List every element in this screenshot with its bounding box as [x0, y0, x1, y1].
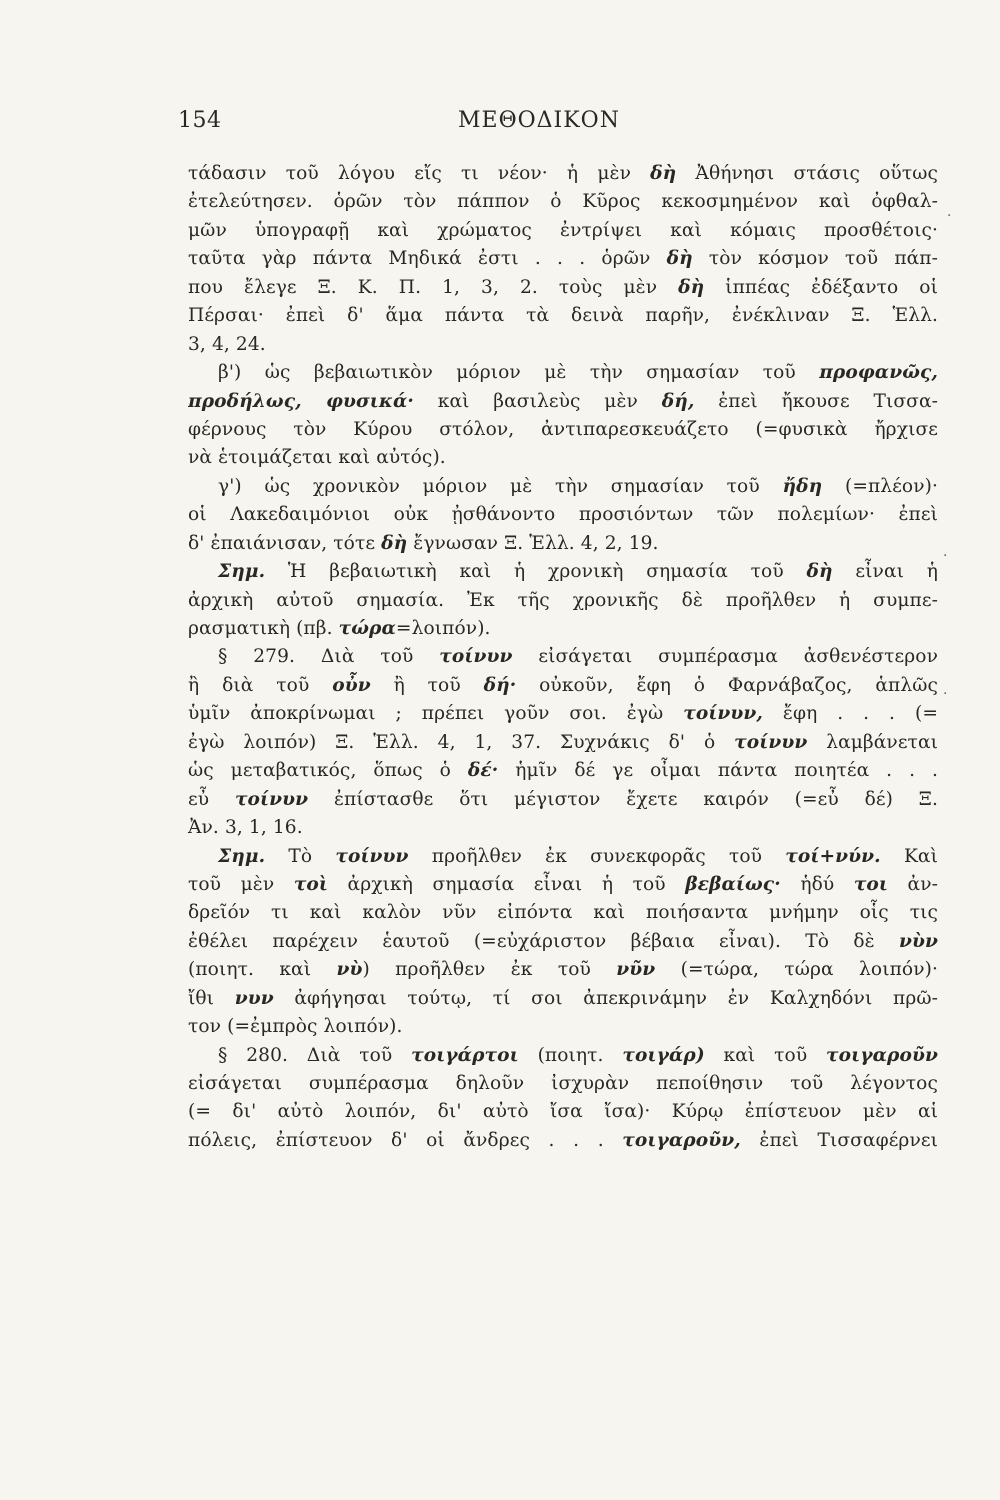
text-line	[188, 388, 938, 416]
text-segment: ἐγὼ λοιπόν) Ξ. Ἑλλ. 4, 1, 37. Συχνάκις δ' ὁ	[188, 731, 735, 753]
emphasized-word: δὴ	[666, 248, 693, 270]
text-segment: ἐπεὶ Τισσαφέρνει	[740, 1129, 938, 1151]
text-segment: τὸν κόσμον τοῦ πάπ-	[692, 248, 938, 270]
text-segment: καὶ τοῦ	[704, 1044, 827, 1066]
text-line	[188, 871, 938, 899]
text-segment: φέρνους τὸν Κύρου στόλον, ἀντιπαρεσκευάζετο (=φυσικὰ ἤρχισε	[188, 418, 938, 440]
text-segment: εὖ	[188, 788, 235, 810]
text-segment: ἴθι	[188, 987, 235, 1009]
text-line	[188, 1127, 938, 1155]
emphasized-word: νὺ	[336, 959, 363, 981]
emphasized-word: δὴ	[806, 561, 833, 583]
text-line	[188, 359, 938, 387]
emphasized-word: δὴ	[381, 532, 408, 554]
text-line	[188, 1042, 938, 1070]
text-segment: δρεῖόν τι καὶ καλὸν νῦν εἰπόντα καὶ ποιήσαντα μνήμην οἷς τις	[188, 902, 938, 924]
text-segment: =λοιπόν).	[395, 618, 491, 639]
text-segment: (ποιητ. καὶ	[188, 959, 337, 981]
text-segment: ἔγνωσαν Ξ. Ἑλλ. 4, 2, 19.	[407, 532, 659, 554]
text-segment: Καὶ	[880, 845, 938, 867]
text-segment: καὶ βασιλεὺς μὲν	[413, 390, 662, 412]
emphasized-word: τοιγαροῦν,	[622, 1129, 741, 1151]
text-line	[188, 302, 938, 330]
text-segment: ἡδύ	[780, 873, 854, 895]
text-segment: τον (=ἐμπρὸς λοιπόν).	[188, 1016, 403, 1038]
emphasized-word: τοίνυν	[234, 788, 309, 810]
text-line	[188, 643, 938, 671]
emphasized-word: προδήλως, φυσικά·	[188, 390, 414, 412]
body-text	[188, 160, 938, 1155]
text-segment: ἢ διὰ τοῦ	[188, 674, 333, 696]
text-line	[188, 160, 938, 188]
text-segment: που ἔλεγε Ξ. Κ. Π. 1, 3, 2. τοὺς μὲν	[188, 276, 679, 298]
text-segment: ρασματικὴ (πβ.	[188, 618, 339, 639]
text-line	[188, 473, 938, 501]
text-segment: (=τώρα, τώρα λοιπόν)·	[655, 959, 938, 981]
text-segment: μῶν ὑπογραφῇ καὶ χρώματος ἐντρίψει καὶ κόμαις προσθέτοις·	[188, 219, 938, 241]
text-segment: § 280. Διὰ τοῦ	[218, 1044, 412, 1066]
text-segment: εἰσάγεται συμπέρασμα δηλοῦν ἰσχυρὰν πεποίθησιν τοῦ λέγοντος	[188, 1073, 938, 1094]
emphasized-word: νυν	[234, 987, 274, 1009]
text-line	[188, 444, 938, 472]
text-segment: οὐκοῦν, ἔφη ὁ Φαρνάβαζος, ἁπλῶς	[516, 674, 938, 696]
text-segment: Ἀν. 3, 1, 16.	[188, 817, 303, 839]
text-segment: ὑμῖν ἀποκρίνωμαι ; πρέπει γοῦν σοι. ἐγὼ	[188, 703, 684, 725]
text-segment: ἐθέλει παρέχειν ἑαυτοῦ (=εὐχάριστον βέβαια εἶναι). Τὸ δὲ	[188, 930, 899, 952]
text-segment: ) προῆλθεν ἐκ τοῦ	[362, 959, 617, 981]
emphasized-word: τοίνυν,	[683, 703, 764, 725]
emphasized-word: δή,	[661, 390, 695, 412]
text-segment: δ' ἐπαιάνισαν, τότε	[188, 532, 382, 554]
text-segment: 3, 4, 24.	[188, 333, 266, 355]
text-segment: ὡς μεταβατικός, ὅπως ὁ	[188, 760, 468, 782]
emphasized-word: δέ·	[467, 760, 499, 782]
emphasized-word: τοιγαροῦν	[826, 1044, 938, 1066]
text-segment: Ἀθήνησι στάσις οὕτως	[676, 163, 938, 184]
emphasized-word: τώρα	[338, 618, 396, 639]
text-segment: πόλεις, ἐπίστευον δ' οἱ ἄνδρες . . .	[188, 1129, 623, 1151]
emphasized-word: τοίνυν	[335, 845, 409, 867]
emphasized-word: τοιγάρ)	[622, 1044, 705, 1066]
text-segment: (ποιητ.	[518, 1044, 623, 1066]
text-segment: ἔφη . . . (=	[763, 703, 938, 725]
text-segment: νὰ ἑτοιμάζεται καὶ αὐτός).	[188, 447, 446, 469]
text-line	[188, 558, 938, 586]
emphasized-word: τοίνυν	[439, 646, 513, 668]
margin-mark: ·	[947, 208, 952, 224]
text-segment: ἀρχικὴ σημασία εἶναι ἡ τοῦ	[328, 873, 686, 895]
page-number: 154	[178, 108, 222, 133]
text-segment: γ') ὡς χρονικὸν μόριον μὲ τὴν σημασίαν τοῦ	[218, 475, 783, 497]
text-segment: ἱππέας ἐδέξαντο οἱ	[704, 276, 938, 298]
text-line	[188, 843, 938, 871]
emphasized-word: τοί+νύν.	[785, 845, 881, 867]
emphasized-word: δὴ	[650, 163, 677, 184]
text-line	[188, 1070, 938, 1098]
text-line	[188, 814, 938, 842]
emphasized-word: Σημ.	[218, 845, 266, 867]
emphasized-word: οὖν	[332, 674, 371, 696]
emphasized-word: τοιγάρτοι	[411, 1044, 519, 1066]
emphasized-word: νὺν	[898, 930, 938, 952]
text-segment: ἐπίστασθε ὅτι μέγιστον ἔχετε καιρόν (=εὖ δέ) Ξ.	[308, 788, 938, 810]
text-line	[188, 188, 938, 216]
text-segment: εἰσάγεται συμπέρασμα ἀσθενέστερον	[512, 646, 938, 668]
text-line	[188, 217, 938, 245]
text-segment: ἐπεὶ ἤκουσε Τισσα-	[694, 390, 938, 412]
text-segment: ταῦτα γὰρ πάντα Μηδικά ἐστι . . . ὁρῶν	[188, 248, 667, 270]
text-line	[188, 700, 938, 728]
emphasized-word: δή·	[483, 674, 517, 696]
text-segment: § 279. Διὰ τοῦ	[218, 646, 440, 668]
text-segment: ἀν-	[888, 873, 938, 895]
emphasized-word: προφανῶς,	[819, 362, 938, 384]
text-segment: β') ὡς βεβαιωτικὸν μόριον μὲ τὴν σημασίαν τοῦ	[218, 362, 820, 384]
text-line	[188, 899, 938, 927]
text-line	[188, 331, 938, 359]
text-line	[188, 530, 938, 558]
text-line	[188, 729, 938, 757]
text-line	[188, 416, 938, 444]
text-segment: Ἡ βεβαιωτικὴ καὶ ἡ χρονικὴ σημασία τοῦ	[265, 561, 807, 583]
text-line	[188, 274, 938, 302]
text-line	[188, 786, 938, 814]
text-segment: τοῦ μὲν	[188, 873, 294, 895]
text-line	[188, 757, 938, 785]
text-segment: ἢ τοῦ	[370, 674, 484, 696]
text-line	[188, 985, 938, 1013]
text-line	[188, 501, 938, 529]
text-segment: λαμβάνεται	[807, 731, 938, 753]
text-segment: προῆλθεν ἐκ συνεκφορᾶς τοῦ	[408, 845, 786, 867]
text-segment: ἀφήγησαι τούτῳ, τί σοι ἀπεκρινάμην ἐν Καλχηδόνι πρῶ-	[273, 987, 938, 1009]
margin-mark: ·	[943, 686, 948, 702]
emphasized-word: τοι	[853, 873, 889, 895]
text-segment: (= δι' αὐτὸ λοιπόν, δι' αὐτὸ ἴσα ἴσα)· Κύρῳ ἐπίστευον μὲν αἱ	[188, 1101, 938, 1123]
text-segment: (=πλέον)·	[822, 475, 938, 497]
text-segment: Τὸ	[265, 845, 336, 867]
text-line	[188, 245, 938, 273]
running-title: ΜΕΘΟΔΙΚΟΝ	[458, 108, 620, 133]
text-segment: οἱ Λακεδαιμόνιοι οὐκ ᾐσθάνοντο προσιόντων τῶν πολεμίων· ἐπεὶ	[188, 504, 938, 526]
emphasized-word: βεβαίως·	[685, 873, 781, 895]
emphasized-word: νῦν	[616, 959, 656, 981]
text-line	[188, 1013, 938, 1041]
emphasized-word: τοὶ	[293, 873, 329, 895]
text-line	[188, 672, 938, 700]
emphasized-word: δὴ	[678, 276, 705, 298]
text-line	[188, 956, 938, 984]
emphasized-word: τοίνυν	[734, 731, 808, 753]
text-segment: ἡμῖν δέ γε οἶμαι πάντα ποιητέα . . .	[498, 760, 938, 782]
text-line	[188, 1098, 938, 1126]
text-segment: ἐτελεύτησεν. ὁρῶν τὸν πάππον ὁ Κῦρος κεκοσμημένον καὶ ὀφθαλ-	[188, 191, 938, 213]
emphasized-word: ἤδη	[782, 475, 823, 497]
running-head	[178, 108, 938, 144]
text-line	[188, 587, 938, 615]
text-segment: ἀρχικὴ αὐτοῦ σημασία. Ἐκ τῆς χρονικῆς δὲ προῆλθεν ἡ συμπε-	[188, 589, 938, 611]
text-segment: εἶναι ἡ	[832, 561, 938, 583]
margin-mark: ·	[943, 548, 948, 564]
text-segment: Πέρσαι· ἐπεὶ δ' ἅμα πάντα τὰ δεινὰ παρῆν, ἐνέκλιναν Ξ. Ἑλλ.	[188, 305, 938, 327]
emphasized-word: Σημ.	[218, 561, 266, 583]
text-segment: τάδασιν τοῦ λόγου εἴς τι νέον· ἡ μὲν	[188, 163, 651, 184]
text-line	[188, 928, 938, 956]
text-line	[188, 615, 938, 643]
